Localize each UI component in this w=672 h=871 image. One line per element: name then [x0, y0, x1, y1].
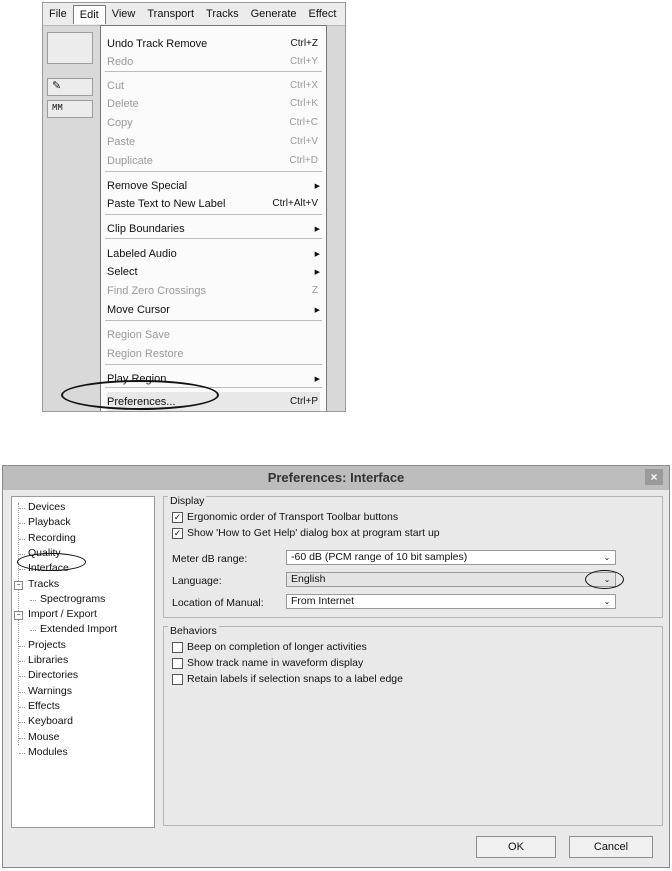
tree-item-directories[interactable]: Directories [28, 669, 79, 682]
menu-item-label: Clip Boundaries [107, 222, 185, 235]
tree-item-spectrograms[interactable]: Spectrograms [40, 592, 106, 605]
submenu-arrow-icon: ▶ [314, 225, 320, 233]
cancel-button[interactable]: Cancel [569, 836, 653, 858]
tree-item-modules[interactable]: Modules [28, 745, 68, 758]
menu-item-label: Copy [107, 116, 133, 129]
tree-item-tracks[interactable]: Tracks [28, 577, 60, 590]
tree-item-devices[interactable]: Devices [28, 501, 66, 513]
menu-separator [105, 171, 322, 172]
tool-button[interactable] [47, 78, 93, 96]
menu-item-duplicate [107, 151, 320, 170]
chevron-down-icon: ⌄ [603, 553, 611, 562]
menu-item-labeled-audio[interactable] [107, 244, 320, 263]
preferences-dialog [2, 465, 670, 868]
menu-item-label: Preferences... [107, 395, 176, 408]
retain-labels-checkbox[interactable] [172, 673, 403, 685]
menu-file[interactable]: File [49, 8, 67, 20]
menu-item-label: Region Restore [107, 347, 184, 360]
checkbox-label: Ergonomic order of Transport Toolbar buttons [187, 511, 399, 523]
menu-separator [105, 214, 322, 215]
menu-item-clip-boundaries[interactable] [107, 219, 320, 238]
menu-item-redo [107, 52, 320, 71]
tree-item-recording[interactable]: Recording [28, 531, 76, 544]
checkbox-icon[interactable] [172, 658, 183, 669]
menu-item-shortcut: Ctrl+P [289, 396, 318, 407]
tree-connector [19, 738, 25, 739]
preferences-tree [11, 496, 155, 828]
menu-separator [105, 238, 322, 239]
tree-connector [19, 692, 25, 693]
tree-connector [19, 554, 25, 555]
display-group [163, 496, 663, 618]
behaviors-group-title: Behaviors [170, 625, 217, 637]
checkbox-icon[interactable] [172, 674, 183, 685]
menu-separator [105, 364, 322, 365]
menu-item-shortcut: Ctrl+K [289, 98, 318, 109]
time-display [47, 100, 93, 118]
tree-connector [19, 523, 25, 524]
tree-item-warnings[interactable]: Warnings [28, 684, 72, 697]
manual-location-select[interactable] [286, 594, 616, 609]
menu-item-region-restore [107, 344, 320, 363]
tree-connector [19, 539, 25, 540]
checkbox-icon[interactable] [172, 642, 183, 653]
toolbar-panel [47, 32, 93, 64]
menu-item-label: Paste Text to New Label [107, 197, 226, 210]
menu-item-copy [107, 113, 320, 132]
toolbar-area [43, 26, 99, 411]
checkbox-label: Show 'How to Get Help' dialog box at program start up [187, 527, 440, 539]
dialog-title: Preferences: Interface [267, 470, 405, 485]
menu-item-label: Delete [107, 97, 139, 110]
menu-item-shortcut: Ctrl+C [289, 117, 318, 128]
menu-bar [43, 3, 345, 26]
manual-label: Location of Manual: [172, 597, 264, 609]
menu-tracks[interactable]: Tracks [206, 8, 239, 20]
menu-item-label: Play Region [107, 372, 167, 385]
chevron-down-icon: ⌄ [603, 597, 611, 606]
menu-item-preferences[interactable] [107, 392, 320, 411]
language-label: Language: [172, 575, 222, 587]
menu-item-undo-track-remove[interactable] [107, 34, 320, 53]
menu-item-label: Labeled Audio [107, 247, 177, 260]
tree-connector [19, 722, 25, 723]
checkbox-icon[interactable]: ✓ [173, 527, 182, 538]
checkbox-label: Retain labels if selection snaps to a label edge [187, 673, 403, 685]
menu-item-move-cursor[interactable] [107, 300, 320, 319]
menu-effect[interactable]: Effect [308, 8, 337, 20]
tree-collapse-icon[interactable]: − [14, 581, 23, 590]
menu-view[interactable]: View [111, 8, 136, 20]
submenu-arrow-icon: ▶ [314, 250, 320, 258]
manual-value: From Internet [291, 595, 355, 607]
show-help-checkbox[interactable] [172, 527, 440, 539]
language-value: English [291, 573, 326, 585]
menu-item-label: Find Zero Crossings [107, 284, 207, 297]
menu-item-shortcut: Ctrl+V [289, 136, 318, 147]
submenu-arrow-icon: ▶ [314, 306, 320, 314]
menu-item-shortcut: Ctrl+Alt+V [272, 198, 318, 209]
menu-item-shortcut: Ctrl+X [289, 80, 318, 91]
menu-item-label: Region Save [107, 328, 170, 341]
menu-item-shortcut: Ctrl+Y [289, 56, 318, 67]
tree-item-extended-import[interactable]: Extended Import [40, 623, 118, 636]
tree-connector [19, 676, 25, 677]
menu-item-shortcut: Z [311, 285, 318, 296]
dialog-title-bar [3, 466, 669, 490]
tree-item-quality[interactable]: Quality [28, 546, 61, 559]
tree-item-playback[interactable]: Playback [28, 516, 71, 529]
tree-connector [19, 753, 25, 754]
menu-transport[interactable]: Transport [147, 8, 195, 20]
menu-item-remove-special[interactable] [107, 176, 320, 195]
menu-item-shortcut: Ctrl+Z [290, 38, 318, 49]
meter-label: Meter dB range: [172, 553, 248, 565]
menu-item-label: Undo Track Remove [107, 37, 208, 50]
ergonomic-order-checkbox[interactable] [172, 511, 398, 523]
menu-item-delete [107, 94, 320, 113]
menu-edit[interactable]: Edit [73, 5, 106, 24]
tree-item-import-export[interactable]: Import / Export [28, 608, 97, 621]
tree-item-mouse[interactable]: Mouse [28, 730, 60, 743]
ok-button[interactable]: OK [476, 836, 556, 858]
menu-item-find-zero-crossings [107, 281, 320, 300]
display-group-title: Display [170, 495, 205, 507]
tree-connector [19, 508, 25, 509]
menu-item-label: Remove Special [107, 179, 188, 192]
menu-separator [105, 71, 322, 72]
meter-db-select[interactable] [286, 550, 616, 565]
submenu-arrow-icon: ▶ [314, 268, 320, 276]
edit-menu-dropdown [100, 25, 327, 412]
menu-item-select[interactable] [107, 262, 320, 281]
menu-separator [105, 320, 322, 321]
tree-item-libraries[interactable]: Libraries [28, 654, 69, 666]
tree-item-interface[interactable]: Interface [28, 562, 69, 575]
close-icon[interactable]: × [645, 469, 663, 485]
menu-item-label: Redo [107, 55, 134, 68]
checkbox-icon[interactable]: ✓ [173, 511, 182, 522]
menu-item-cut [107, 76, 320, 95]
behaviors-group [163, 626, 663, 826]
menu-item-play-region[interactable] [107, 369, 320, 388]
chevron-down-icon: ⌄ [603, 575, 611, 584]
tree-connector [19, 569, 25, 570]
checkbox-label: Show track name in waveform display [187, 657, 364, 669]
tree-connector [19, 707, 25, 708]
tree-collapse-icon[interactable]: − [14, 611, 23, 620]
menu-item-label: Move Cursor [107, 303, 170, 316]
time-text: MM [52, 103, 63, 113]
checkbox-label: Beep on completion of longer activities [187, 641, 367, 653]
menu-generate[interactable]: Generate [250, 8, 297, 20]
tree-item-effects[interactable]: Effects [28, 699, 60, 712]
menu-item-label: Select [107, 265, 138, 278]
meter-value: -60 dB (PCM range of 10 bit samples) [291, 551, 468, 563]
menu-item-region-save [107, 325, 320, 344]
menu-item-paste [107, 132, 320, 151]
language-select[interactable] [286, 572, 616, 587]
tree-connector [30, 630, 36, 631]
tree-item-projects[interactable]: Projects [28, 638, 66, 651]
tree-connector [19, 646, 25, 647]
beep-checkbox[interactable] [172, 641, 367, 653]
menu-item-shortcut: Ctrl+D [289, 155, 318, 166]
submenu-arrow-icon: ▶ [314, 182, 320, 190]
tree-connector [19, 661, 25, 662]
menu-item-label: Cut [107, 79, 125, 92]
edit-menu-screenshot [42, 2, 346, 412]
tree-connector [30, 600, 36, 601]
show-track-name-checkbox[interactable] [172, 657, 363, 669]
submenu-arrow-icon: ▶ [314, 375, 320, 383]
tree-item-keyboard[interactable]: Keyboard [28, 715, 73, 728]
menu-item-paste-text-to-new-label[interactable] [107, 194, 320, 213]
menu-item-label: Duplicate [107, 154, 153, 167]
menu-item-label: Paste [107, 135, 136, 148]
microphone-icon: ✎ [52, 80, 62, 92]
